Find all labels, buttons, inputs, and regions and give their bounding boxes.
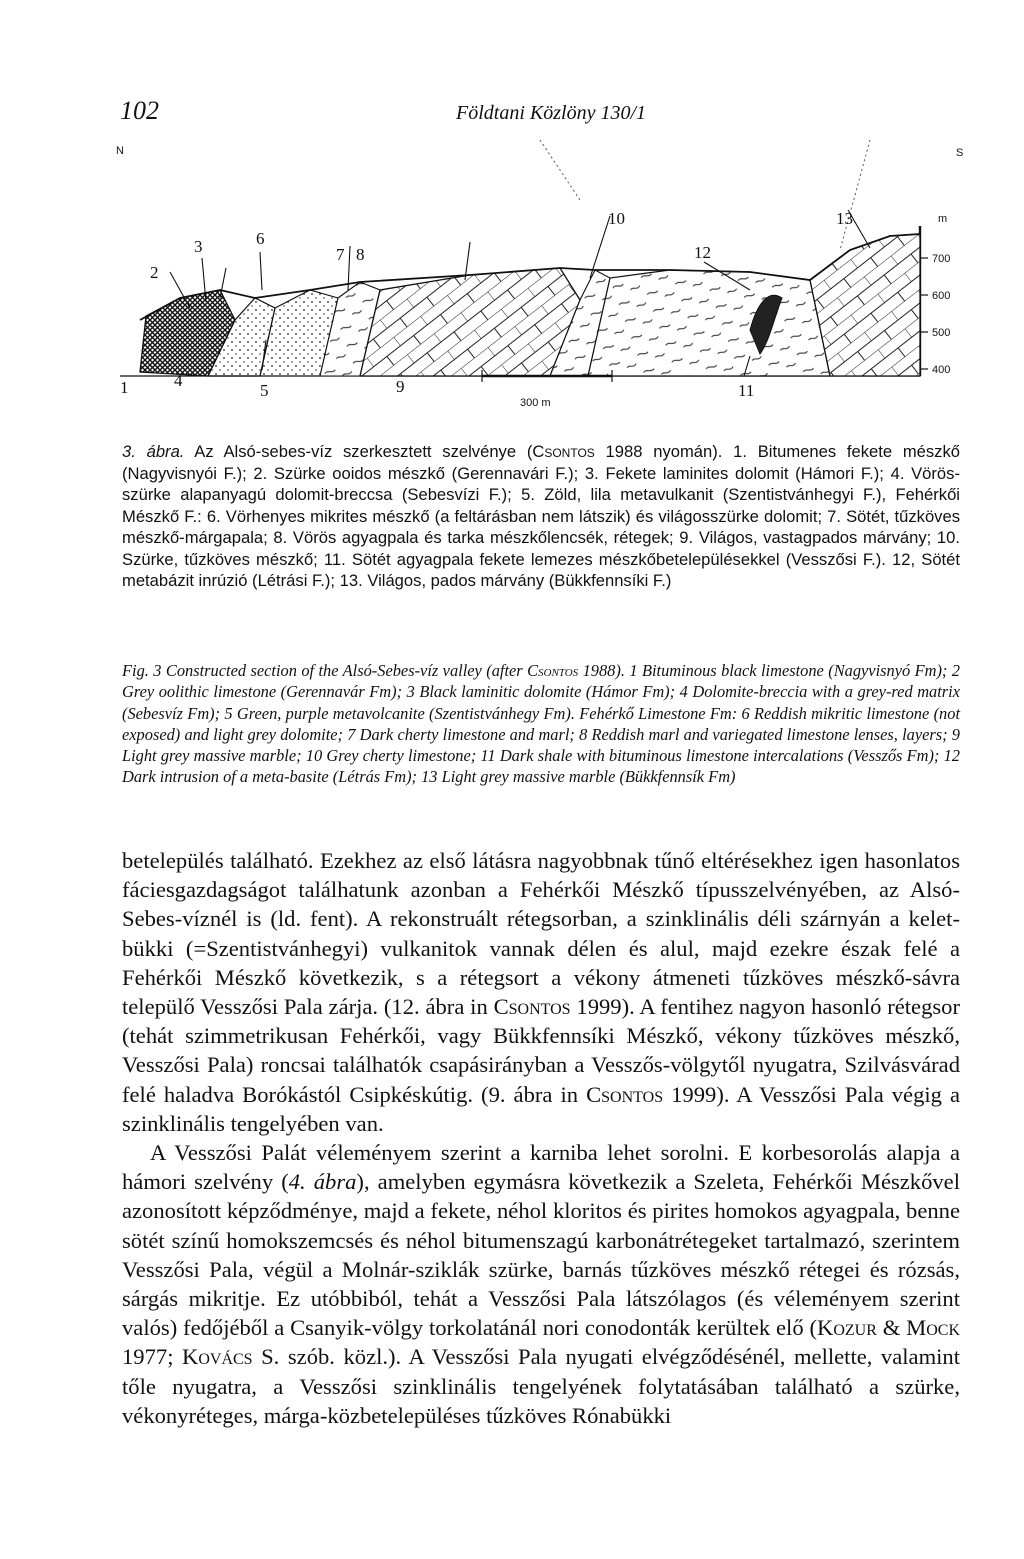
unit-label-11: 11: [738, 381, 755, 400]
elevation-tick-600: 600: [932, 290, 951, 302]
cross-section-drawing: [110, 140, 970, 430]
compass-south-label: S: [956, 147, 964, 159]
citation-author: Mock: [906, 1315, 960, 1341]
unit-label-12: 12: [694, 243, 711, 262]
caption-en-text-1: Fig. 3 Constructed section of the Alsó-Sebes-víz valley (after: [122, 661, 528, 680]
paragraph-1-text-b: 1999). A fentihez nagyon hasonló rétegsor (tehát szimmetrikusan Fehérkői, vagy Bükkfennsíki Mészkő, vékony tűzköves mészkő, Vesszősi Pala) roncsai találhatók csapásirányban a Vesszős-völgytől nyugatra, Szilvásvárad felé haladva Borókástól Csipkéskútig. (9. ábra in: [122, 994, 960, 1107]
paragraph-1: [122, 846, 960, 1138]
citation-author: Kozur: [817, 1315, 877, 1341]
paragraph-2-text-b: ), amelyben egymásra következik a Szeleta, Fehérkői Mészkővel azonosított képződménye, majd a fekete, néhol kloritos és pirites homokos agyagpala, benne sötét színű homokszemcsés és néhol bitumenszagú karbonátrétegeket tartalmazó, szerintem Vesszősi Pala, végül a Molnár-sziklák szürke, barnás tűzköves mészkő rétegei és rózsás, sárgás mikritje. Ez utóbbiból, tehát a Vesszősi Pala látszólagos (és véleményem szerint valós) fedőjéből a Csanyik-völgy torkolatánál nori conodonták kerültek elő (: [122, 1169, 960, 1341]
unit-label-5: 5: [260, 381, 269, 400]
elevation-tick-500: 500: [932, 327, 951, 339]
caption-hu-text-2: 1988 nyomán). 1. Bitumenes fekete mészkő (Nagyvisnyói F.); 2. Szürke ooidos mészkő (Gerennavári F.); 3. Fekete laminites dolomit (Hámori F.); 4. Vörös-szürke alapanyagú dolomit-breccsa (Sebesvízi F.); 5. Zöld, lila metavulkanit (Szentistvánhegyi F.), Fehérkői Mészkő F.: 6. Vörhenyes mikrites mészkő (a feltárásban nem látszik) és világosszürke dolomit; 7. Sötét, tűzköves mészkő-márgapala; 8. Vörös agyagpala és tarka mészkőlencsék, rétegek; 9. Világos, vastagpados márvány; 10. Szürke, tűzköves mészkő; 11. Sötét agyagpala fekete lemezes mészkőbetelepülésekkel (Vesszősi F.). 12, Sötét metabázit inrúzió (Létrási F.); 13. Világos, pados márvány (Bükkfennsíki F.): [122, 442, 960, 590]
figure-caption-hungarian: [122, 441, 960, 592]
unit-label-9: 9: [396, 377, 405, 396]
paragraph-1-text-a: betelepülés található. Ezekhez az első látásra nagyobbnak tűnő eltérésekhez igen hasonlatos fáciesgazdagságot találhatunk azonban a Fehérkői Mészkő típusszelvényében, az Alsó-Sebes-víznél is (ld. fent). A rekonstruált rétegsorban, a szinklinális déli szárnyán a kelet-bükki (=Szentistvánhegyi) vulkanitok vannak délen és alul, majd ezekre észak felé a Fehérkői Mészkő következik, s a rétegsort a vékony átmeneti tűzköves mészkő-sávra települő Vesszősi Pala zárja. (12. ábra in: [122, 848, 960, 1020]
journal-title: Földtani Közlöny 130/1: [456, 102, 646, 124]
unit-label-7: 7: [336, 245, 345, 264]
elevation-unit-label: m: [938, 213, 948, 225]
compass-north-label: N: [116, 145, 124, 157]
figure-reference: 4. ábra: [288, 1169, 357, 1195]
page-number: 102: [120, 96, 159, 125]
scale-bar-label: 300 m: [520, 397, 551, 409]
unit-label-4: 4: [174, 371, 183, 390]
figure-caption-english: [122, 660, 960, 788]
paragraph-2: [122, 1138, 960, 1430]
caption-en-author: Csontos: [527, 661, 579, 680]
paragraph-1-text-c: 1999). A Vesszősi Pala végig a szinklinális tengelyében van.: [122, 1081, 961, 1136]
unit-11-dark-shale: [588, 270, 830, 376]
paragraph-2-text-a: A Vesszősi Palát véleményem szerint a karniba lehet sorolni. E korbesorolás alapja a hámori szelvény (: [122, 1140, 960, 1195]
paragraph-2-text-d: S. szób. közl.). A Vesszősi Pala nyugati elvégződésénél, mellette, valamint tőle nyugatra, a Vesszősi szinklinális tengelyének folytatásában található a szürke, vékonyréteges, márga-közbetelepüléses tűzköves Rónabükki: [122, 1344, 960, 1428]
caption-hu-text-1: Az Alsó-sebes-víz szerkesztett szelvénye (: [184, 442, 533, 461]
citation-author: Kovács: [182, 1344, 253, 1370]
unit-label-3: 3: [194, 237, 203, 256]
unit-13-massive-marble: [810, 234, 920, 376]
unit-label-10: 10: [608, 209, 625, 228]
page-header: [120, 96, 960, 136]
unit-label-13: 13: [836, 209, 853, 228]
projection-line: [840, 140, 870, 250]
unit-label-6: 6: [256, 229, 265, 248]
elevation-tick-400: 400: [932, 364, 951, 376]
unit-label-8: 8: [356, 245, 365, 264]
paragraph-2-text-c: 1977;: [122, 1344, 183, 1370]
citation-author: Csontos: [493, 994, 571, 1020]
geological-section-figure: [110, 140, 970, 430]
elevation-tick-700: 700: [932, 253, 951, 265]
caption-hu-label: 3. ábra.: [122, 442, 185, 461]
body-text: [122, 846, 960, 1430]
citation-ampersand: &: [876, 1315, 907, 1341]
caption-hu-author: Csontos: [532, 442, 595, 461]
unit-9-massive-marble: [360, 268, 580, 376]
citation-author: Csontos: [586, 1081, 664, 1107]
unit-label-2: 2: [150, 263, 159, 282]
caption-en-text-2: 1988). 1 Bituminous black limestone (Nagyvisnyó Fm); 2 Grey oolithic limestone (Gerennavár Fm); 3 Black laminitic dolomite (Hámor Fm); 4 Dolomite-breccia with a grey-red matrix (Sebesvíz Fm); 5 Green, purple metavolcanite (Szentistvánhegy Fm). Fehérkő Limestone Fm: 6 Reddish mikritic limestone (not exposed) and light grey dolomite; 7 Dark cherty limestone and marl; 8 Reddish marl and variegated limestone lenses, layers; 9 Light grey massive marble; 10 Grey cherty limestone; 11 Dark shale with bituminous limestone intercalations (Vesszős Fm); 12 Dark intrusion of a meta-basite (Létrás Fm); 13 Light grey massive marble (Bükkfennsík Fm): [122, 661, 960, 787]
unit-label-1: 1: [120, 378, 129, 397]
projection-line: [540, 140, 580, 200]
